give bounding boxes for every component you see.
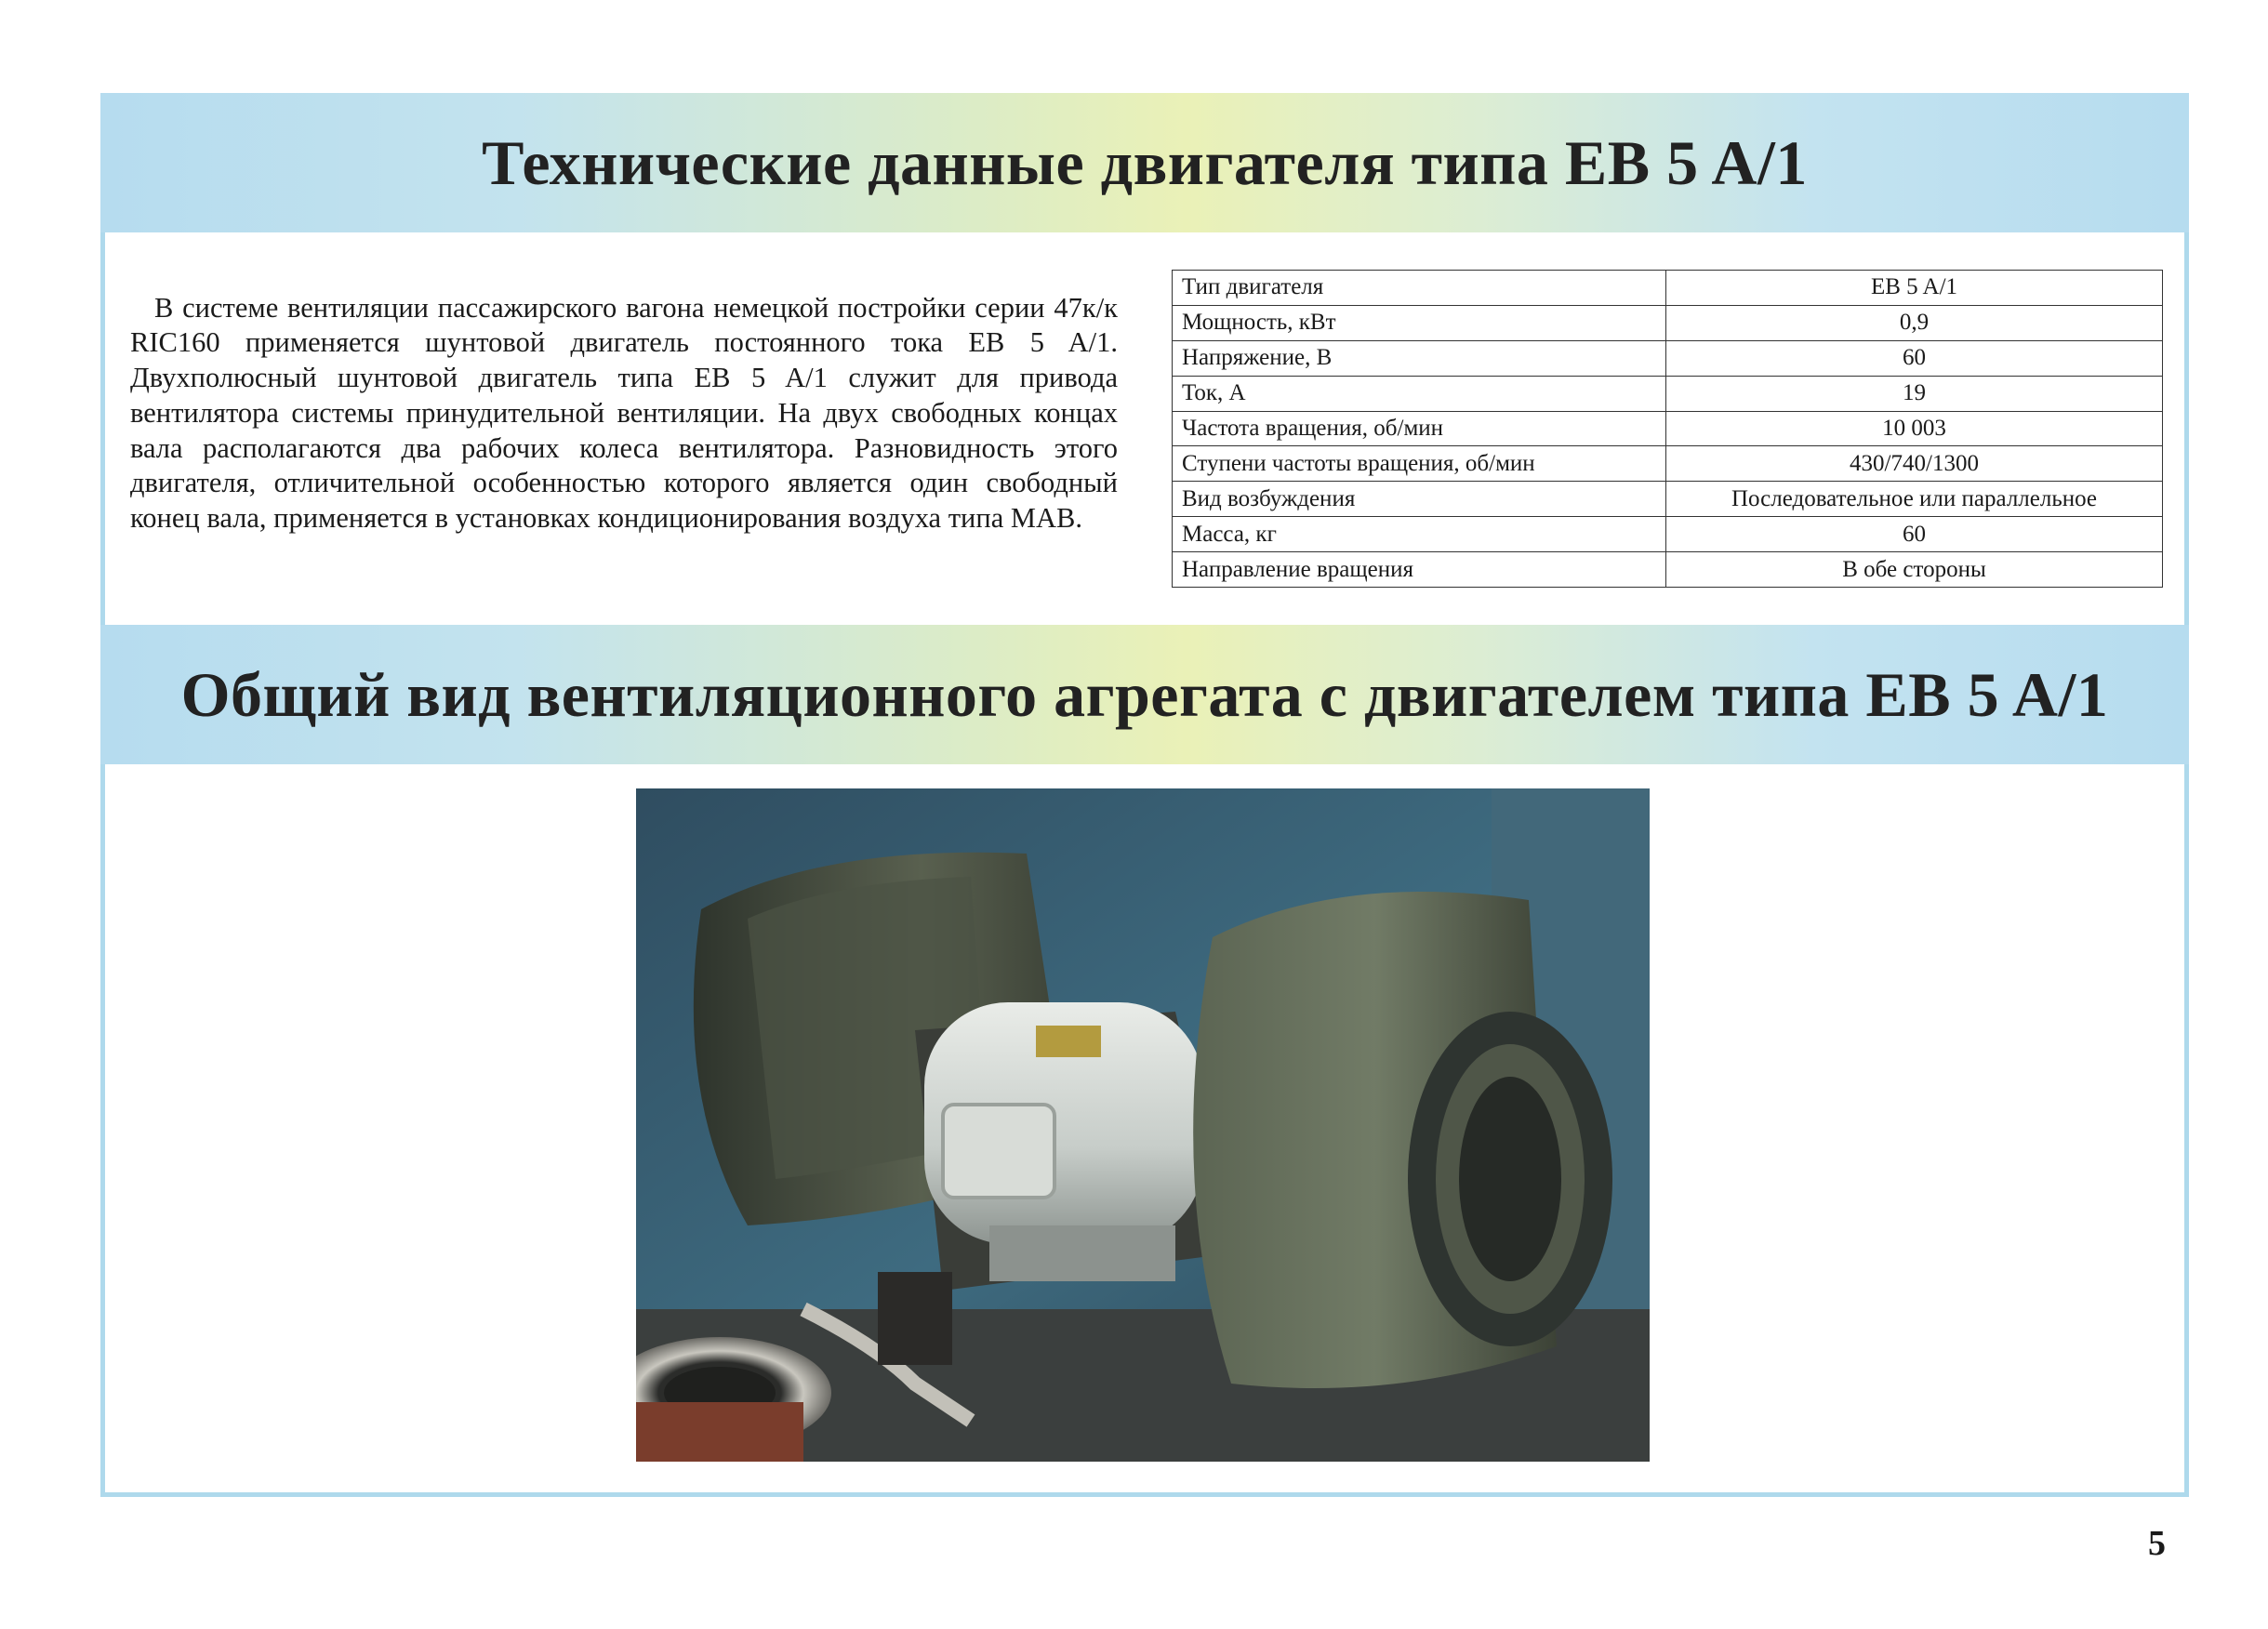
spec-value: 19 [1666, 376, 2163, 411]
spec-value: 10 003 [1666, 411, 2163, 446]
section-banner-general-view [100, 625, 2189, 764]
spec-param: Тип двигателя [1173, 271, 1666, 306]
table-row [1173, 340, 2163, 376]
spec-param: Напряжение, В [1173, 340, 1666, 376]
table-row [1173, 376, 2163, 411]
intro-paragraph: В системе вентиляции пассажирского вагона немецкой постройки серии 47к/к RIC160 применяется шунтовой двигатель постоянного тока EB 5 A/1. Двухполюсный шунтовой двигатель типа EB 5 A/1 служит для привода вентилятора системы принудительной вентиляции. На двух свободных концах вала располагаются два рабочих колеса вентилятора. Разновидность этого двигателя, отличительной особенностью которого является один свободный конец вала, применяется в установках кондиционирования воздуха типа MAB. [130, 291, 1118, 535]
table-row [1173, 517, 2163, 552]
spec-value: В обе стороны [1666, 552, 2163, 588]
page-number: 5 [2148, 1524, 2166, 1563]
spec-value: 430/740/1300 [1666, 446, 2163, 482]
section-title-general-view: Общий вид вентиляционного агрегата с двигателем типа EB 5 A/1 [180, 658, 2109, 730]
spec-param: Ступени частоты вращения, об/мин [1173, 446, 1666, 482]
spec-value: 60 [1666, 517, 2163, 552]
spec-param: Вид возбуждения [1173, 482, 1666, 517]
table-row [1173, 552, 2163, 588]
specs-table [1172, 270, 2163, 588]
table-row [1173, 482, 2163, 517]
spec-value: 0,9 [1666, 305, 2163, 340]
table-row [1173, 271, 2163, 306]
spec-value: 60 [1666, 340, 2163, 376]
table-row [1173, 446, 2163, 482]
spec-param: Направление вращения [1173, 552, 1666, 588]
spec-param: Масса, кг [1173, 517, 1666, 552]
fan-unit-photo [636, 788, 1650, 1462]
table-row [1173, 411, 2163, 446]
section-title-technical-data: Технические данные двигателя типа EB 5 A/1 [482, 126, 1808, 198]
spec-param: Ток, А [1173, 376, 1666, 411]
table-row [1173, 305, 2163, 340]
spec-param: Частота вращения, об/мин [1173, 411, 1666, 446]
spec-value: EB 5 A/1 [1666, 271, 2163, 306]
section-banner-technical-data [100, 93, 2189, 232]
spec-value: Последовательное или параллельное [1666, 482, 2163, 517]
spec-param: Мощность, кВт [1173, 305, 1666, 340]
